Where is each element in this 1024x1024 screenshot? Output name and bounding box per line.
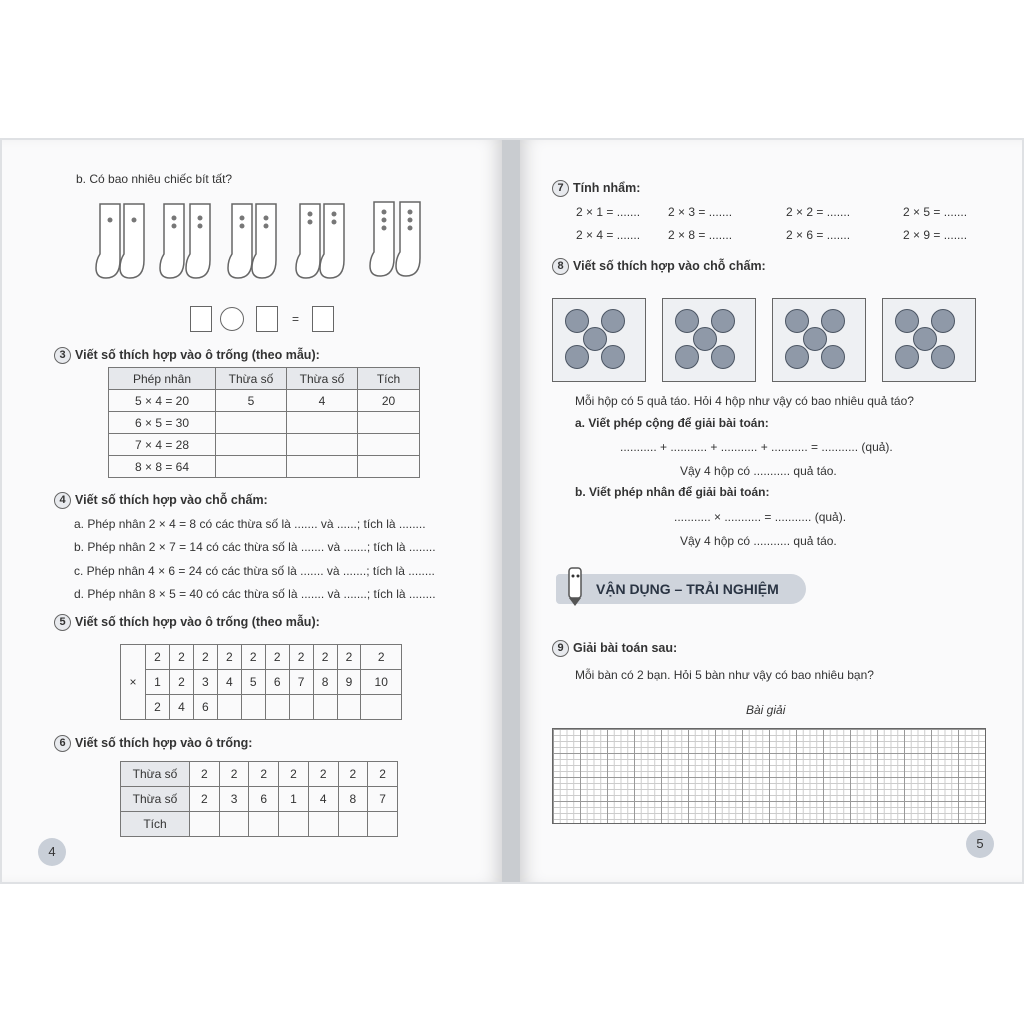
table-cell: 6 × 5 = 30 xyxy=(109,412,216,434)
socks-question: b. Có bao nhiêu chiếc bít tất? xyxy=(76,172,233,186)
apple-icon xyxy=(895,345,919,369)
table-cell: 2 xyxy=(361,645,402,670)
socks-illustration xyxy=(94,196,474,292)
q8-multiplication-line[interactable]: ........... × ........... = ........... (quả). xyxy=(674,510,847,524)
question-3-title: Viết số thích hợp vào ô trống (theo mẫu): xyxy=(75,347,320,362)
table-cell: 8 xyxy=(338,787,368,812)
multiplication-table-q3 xyxy=(108,367,420,478)
multiplication-table-q5 xyxy=(120,644,402,720)
table-cell: 4 xyxy=(308,787,338,812)
apple-icon xyxy=(821,309,845,333)
apple-box xyxy=(772,298,866,382)
table-cell: 2 xyxy=(368,762,398,787)
question-6-heading xyxy=(54,735,252,752)
table-row xyxy=(121,787,398,812)
answer-cell[interactable] xyxy=(361,695,402,720)
answer-cell[interactable] xyxy=(289,695,313,720)
mental-math-item[interactable]: 2 × 5 = ....... xyxy=(903,205,968,219)
answer-cell[interactable] xyxy=(217,695,241,720)
question-number: 7 xyxy=(552,180,569,197)
table-cell: 1 xyxy=(146,670,170,695)
answer-cell[interactable] xyxy=(358,412,420,434)
question-number: 8 xyxy=(552,258,569,275)
question-5-title: Viết số thích hợp vào ô trống (theo mẫu): xyxy=(75,614,320,629)
mental-math-item[interactable]: 2 × 2 = ....... xyxy=(786,205,851,219)
mental-math-item[interactable]: 2 × 6 = ....... xyxy=(786,228,851,242)
multiplication-table-q6 xyxy=(120,761,398,837)
q9-problem: Mỗi bàn có 2 bạn. Hỏi 5 bàn như vậy có bao nhiêu bạn? xyxy=(575,668,874,682)
question-number: 5 xyxy=(54,614,71,631)
section-banner xyxy=(556,574,806,604)
question-3-heading xyxy=(54,347,320,364)
table-cell: 7 xyxy=(368,787,398,812)
apple-icon xyxy=(931,345,955,369)
table-cell: 2 xyxy=(193,645,217,670)
question-5-heading xyxy=(54,614,320,631)
table-cell: 2 xyxy=(146,645,170,670)
table-cell: 2 xyxy=(265,645,289,670)
table-cell: 2 xyxy=(169,645,193,670)
apple-icon xyxy=(711,345,735,369)
table-cell: 2 xyxy=(338,762,368,787)
apple-icon xyxy=(693,327,717,351)
apple-icon xyxy=(675,345,699,369)
apple-icon xyxy=(931,309,955,333)
table-row xyxy=(109,434,420,456)
answer-cell[interactable] xyxy=(241,695,265,720)
q8-answer-a[interactable]: Vậy 4 hộp có ........... quả táo. xyxy=(680,464,837,478)
apple-icon xyxy=(785,309,809,333)
table-cell: 1 xyxy=(279,787,309,812)
answer-cell[interactable] xyxy=(308,812,338,837)
solution-label: Bài giải xyxy=(746,703,786,717)
table-cell: 3 xyxy=(193,670,217,695)
answer-cell[interactable] xyxy=(265,695,289,720)
answer-cell[interactable] xyxy=(287,412,358,434)
pencil-mascot-icon xyxy=(560,560,590,606)
mental-math-item[interactable]: 2 × 9 = ....... xyxy=(903,228,968,242)
answer-box[interactable] xyxy=(190,306,212,332)
table-cell: 2 xyxy=(190,762,220,787)
apple-icon xyxy=(565,345,589,369)
question-9-title: Giải bài toán sau: xyxy=(573,640,678,655)
apple-icon xyxy=(565,309,589,333)
answer-cell[interactable] xyxy=(216,456,287,478)
table-cell: 8 xyxy=(313,670,337,695)
book-spine xyxy=(502,140,520,882)
answer-cell[interactable] xyxy=(368,812,398,837)
question-number: 6 xyxy=(54,735,71,752)
multiply-sign: × xyxy=(121,645,146,720)
answer-cell[interactable] xyxy=(358,434,420,456)
table-cell: 20 xyxy=(358,390,420,412)
apple-icon xyxy=(711,309,735,333)
table-cell: 8 × 8 = 64 xyxy=(109,456,216,478)
answer-cell[interactable] xyxy=(358,456,420,478)
row-label: Tích xyxy=(121,812,190,837)
table-cell: 4 xyxy=(287,390,358,412)
page-number-left: 4 xyxy=(38,838,66,866)
answer-cell[interactable] xyxy=(287,434,358,456)
table-cell: 2 xyxy=(241,645,265,670)
table-row xyxy=(121,762,398,787)
answer-box[interactable] xyxy=(312,306,334,332)
mental-math-item[interactable]: 2 × 1 = ....... xyxy=(576,205,641,219)
table-cell: 5 xyxy=(216,390,287,412)
table-header: Thừa số xyxy=(216,368,287,390)
page-number-right: 5 xyxy=(966,830,994,858)
question-number: 3 xyxy=(54,347,71,364)
apple-icon xyxy=(583,327,607,351)
apple-icon xyxy=(601,309,625,333)
apple-icon xyxy=(913,327,937,351)
q4-item-d[interactable]: d. Phép nhân 8 × 5 = 40 có các thừa số là ....... và .......; tích là ........ xyxy=(74,587,436,601)
apple-box xyxy=(882,298,976,382)
table-cell: 2 xyxy=(219,762,249,787)
q8-addition-line[interactable]: ........... + ........... + ........... + ........... = ........... (quả). xyxy=(620,440,893,454)
table-cell: 6 xyxy=(265,670,289,695)
answer-cell[interactable] xyxy=(287,456,358,478)
answer-cell[interactable] xyxy=(190,812,220,837)
answer-cell[interactable] xyxy=(338,812,368,837)
question-number: 9 xyxy=(552,640,569,657)
question-7-heading xyxy=(552,180,640,197)
row-label: Thừa số xyxy=(121,762,190,787)
table-row xyxy=(109,390,420,412)
table-cell: 5 xyxy=(241,670,265,695)
answer-cell[interactable] xyxy=(216,412,287,434)
apple-icon xyxy=(675,309,699,333)
q8-part-a: a. Viết phép cộng để giải bài toán: xyxy=(575,416,769,430)
answer-cell[interactable] xyxy=(249,812,279,837)
table-cell: 2 xyxy=(289,645,313,670)
row-label: Thừa số xyxy=(121,787,190,812)
apple-box xyxy=(552,298,646,382)
table-cell: 2 xyxy=(217,645,241,670)
table-row xyxy=(121,812,398,837)
table-row xyxy=(109,412,420,434)
apple-icon xyxy=(895,309,919,333)
table-cell: 2 xyxy=(279,762,309,787)
operator-circle[interactable] xyxy=(220,307,244,331)
table-header: Phép nhân xyxy=(109,368,216,390)
question-4-title: Viết số thích hợp vào chỗ chấm: xyxy=(75,492,268,507)
table-cell: 6 xyxy=(249,787,279,812)
answer-cell[interactable] xyxy=(219,812,249,837)
table-row xyxy=(121,670,402,695)
table-cell: 3 xyxy=(219,787,249,812)
table-cell: 7 × 4 = 28 xyxy=(109,434,216,456)
q4-item-c[interactable]: c. Phép nhân 4 × 6 = 24 có các thừa số là ....... và .......; tích là ........ xyxy=(74,564,435,578)
q4-item-a[interactable]: a. Phép nhân 2 × 4 = 8 có các thừa số là ....... và ......; tích là ........ xyxy=(74,517,426,531)
table-row xyxy=(109,456,420,478)
apple-icon xyxy=(785,345,809,369)
table-cell: 2 xyxy=(313,645,337,670)
table-cell: 6 xyxy=(193,695,217,720)
table-row xyxy=(121,695,402,720)
q8-answer-b[interactable]: Vậy 4 hộp có ........... quả táo. xyxy=(680,534,837,548)
table-cell: 2 xyxy=(146,695,170,720)
table-cell: 2 xyxy=(337,645,361,670)
grid-answer-area[interactable] xyxy=(552,728,986,824)
answer-cell[interactable] xyxy=(313,695,337,720)
table-cell: 4 xyxy=(169,695,193,720)
table-cell: 2 xyxy=(190,787,220,812)
answer-cell[interactable] xyxy=(337,695,361,720)
mental-math-item[interactable]: 2 × 4 = ....... xyxy=(576,228,641,242)
banner-title: VẬN DỤNG – TRẢI NGHIỆM xyxy=(596,581,779,597)
question-4-heading xyxy=(54,492,268,509)
question-9-heading xyxy=(552,640,677,657)
table-cell: 9 xyxy=(337,670,361,695)
table-header: Tích xyxy=(358,368,420,390)
answer-box[interactable] xyxy=(256,306,278,332)
table-cell: 2 xyxy=(308,762,338,787)
table-header: Thừa số xyxy=(287,368,358,390)
table-cell: 2 xyxy=(169,670,193,695)
apple-box xyxy=(662,298,756,382)
mental-math-item[interactable]: 2 × 8 = ....... xyxy=(668,228,733,242)
question-number: 4 xyxy=(54,492,71,509)
apple-icon xyxy=(821,345,845,369)
question-8-title: Viết số thích hợp vào chỗ chấm: xyxy=(573,258,766,273)
equals-sign: = xyxy=(292,312,300,326)
question-6-title: Viết số thích hợp vào ô trống: xyxy=(75,735,253,750)
apple-icon xyxy=(803,327,827,351)
table-cell: 4 xyxy=(217,670,241,695)
table-cell: 2 xyxy=(249,762,279,787)
table-cell: 5 × 4 = 20 xyxy=(109,390,216,412)
answer-cell[interactable] xyxy=(216,434,287,456)
question-8-heading xyxy=(552,258,766,275)
question-7-title: Tính nhẩm: xyxy=(573,180,641,195)
table-row xyxy=(121,645,402,670)
table-cell: 10 xyxy=(361,670,402,695)
q4-item-b[interactable]: b. Phép nhân 2 × 7 = 14 có các thừa số là ....... và .......; tích là ........ xyxy=(74,540,436,554)
mental-math-item[interactable]: 2 × 3 = ....... xyxy=(668,205,733,219)
table-cell: 7 xyxy=(289,670,313,695)
q8-problem: Mỗi hộp có 5 quả táo. Hỏi 4 hộp như vậy có bao nhiêu quả táo? xyxy=(575,394,914,408)
answer-cell[interactable] xyxy=(279,812,309,837)
q8-part-b: b. Viết phép nhân để giải bài toán: xyxy=(575,485,770,499)
apple-icon xyxy=(601,345,625,369)
